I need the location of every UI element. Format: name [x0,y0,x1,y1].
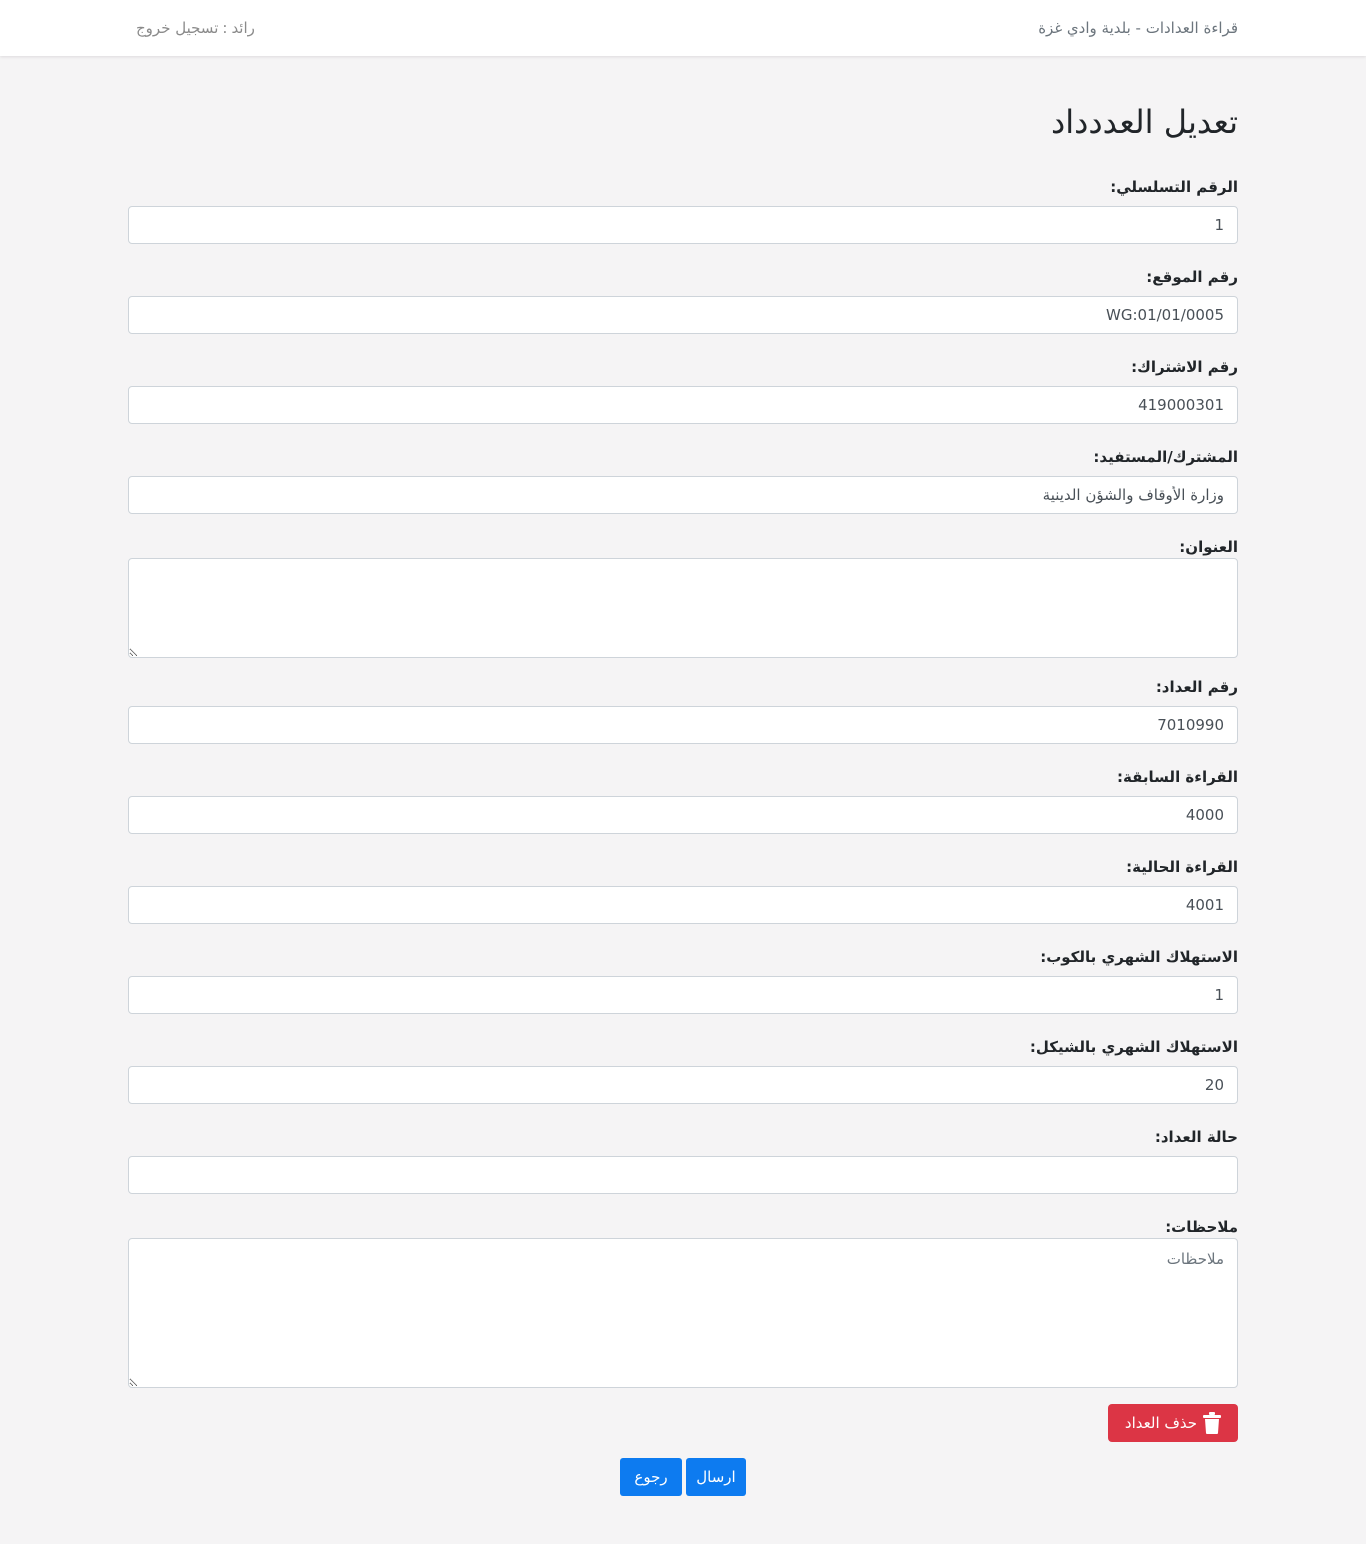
delete-meter-label: حذف العداد [1124,1414,1198,1432]
meter-status-label: حالة العداد: [1154,1128,1238,1146]
app-brand[interactable]: قراءة العدادات - بلدية وادي غزة [1038,19,1238,37]
user-bar [136,0,255,56]
notes-label: ملاحظات: [1165,1218,1238,1236]
meter-number-label: رقم العداد: [1155,678,1238,696]
trash-icon [1203,1412,1221,1434]
back-button[interactable]: رجوع [620,1458,682,1496]
current-reading-label: القراءة الحالية: [1126,858,1238,876]
address-textarea[interactable] [128,558,1238,658]
subscription-label: رقم الاشتراك: [1131,358,1238,376]
location-label: رقم الموقع: [1146,268,1238,286]
current-reading-input[interactable] [128,886,1238,924]
notes-textarea[interactable] [128,1238,1238,1388]
monthly-shekel-input[interactable] [128,1066,1238,1104]
previous-reading-label: القراءة السابقة: [1117,768,1238,786]
address-label: العنوان: [1179,538,1238,556]
user-separator: : [222,19,228,37]
monthly-shekel-label: الاستهلاك الشهري بالشيكل: [1029,1038,1238,1056]
submit-button[interactable]: ارسال [686,1458,746,1496]
delete-meter-button[interactable] [1108,1404,1238,1442]
user-name: رائد [231,19,255,37]
location-input[interactable] [128,296,1238,334]
subscription-input[interactable] [128,386,1238,424]
navbar [0,0,1366,56]
serial-label: الرقم التسلسلي: [1110,178,1238,196]
serial-input[interactable] [128,206,1238,244]
previous-reading-input[interactable] [128,796,1238,834]
meter-number-input[interactable] [128,706,1238,744]
logout-link[interactable]: تسجيل خروج [136,19,219,37]
meter-status-input[interactable] [128,1156,1238,1194]
subscriber-input[interactable] [128,476,1238,514]
page-title: تعديل العددداد [1051,103,1238,141]
monthly-cup-input[interactable] [128,976,1238,1014]
monthly-cup-label: الاستهلاك الشهري بالكوب: [1040,948,1238,966]
subscriber-label: المشترك/المستفيد: [1093,448,1238,466]
